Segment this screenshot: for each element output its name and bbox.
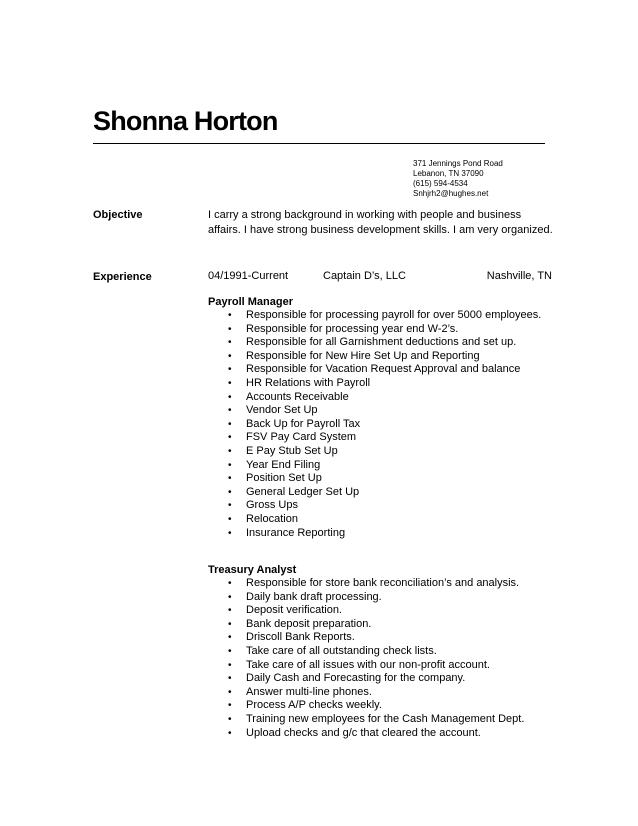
duty-item — [208, 727, 524, 741]
bullet-icon: • — [228, 445, 232, 457]
duty-item — [208, 486, 541, 500]
duty-item — [208, 377, 541, 391]
duty-text: Vendor Set Up — [246, 404, 318, 417]
duty-item — [208, 577, 524, 591]
experience-label: Experience — [93, 271, 152, 283]
bullet-icon: • — [228, 432, 232, 444]
bullet-icon: • — [228, 391, 232, 403]
bullet-icon: • — [228, 486, 232, 498]
duty-text: FSV Pay Card System — [246, 431, 357, 444]
bullet-icon: • — [228, 618, 232, 630]
duty-text: Year End Filing — [246, 458, 321, 471]
duty-text: Responsible for all Garnishment deductions and set up. — [246, 336, 517, 349]
duty-text: Responsible for processing payroll for over 5000 employees. — [246, 309, 542, 321]
bullet-icon: • — [228, 459, 232, 471]
contact-city: Lebanon, TN 37090 — [413, 169, 484, 178]
duty-text: Back Up for Payroll Tax — [246, 417, 361, 430]
duty-item — [208, 391, 541, 405]
bullet-icon: • — [228, 700, 232, 712]
contact-street: 371 Jennings Pond Road — [413, 159, 503, 168]
duty-item — [208, 418, 541, 432]
bullet-icon: • — [228, 337, 232, 349]
bullet-icon: • — [228, 659, 232, 671]
experience-header — [208, 270, 552, 284]
payroll-duties-list — [208, 309, 541, 540]
duty-item — [208, 672, 524, 686]
contact-block — [413, 159, 503, 199]
duty-text: Process A/P checks weekly. — [246, 699, 382, 712]
duty-item — [208, 445, 541, 459]
header-divider — [93, 143, 545, 144]
duty-item — [208, 645, 524, 659]
bullet-icon: • — [228, 673, 232, 685]
duty-text: Take care of all outstanding check lists. — [246, 644, 437, 657]
duty-text: Deposit verification. — [246, 604, 342, 617]
bullet-icon: • — [228, 418, 232, 430]
bullet-icon: • — [228, 713, 232, 725]
bullet-icon: • — [228, 632, 232, 644]
objective-label: Objective — [93, 209, 143, 221]
duty-item — [208, 363, 541, 377]
duty-text: Position Set Up — [246, 472, 322, 485]
duty-item — [208, 499, 541, 513]
duty-text: Answer multi-line phones. — [246, 685, 372, 698]
duty-text: Upload checks and g/c that cleared the account. — [246, 726, 481, 739]
duty-item — [208, 309, 541, 323]
duty-text: Responsible for store bank reconciliation’s and analysis. — [246, 577, 520, 589]
duty-text: Gross Ups — [246, 499, 298, 512]
duty-text: HR Relations with Payroll — [246, 376, 371, 389]
duty-item — [208, 699, 524, 713]
bullet-icon: • — [228, 350, 232, 362]
bullet-icon: • — [228, 605, 232, 617]
contact-phone: (615) 594-4534 — [413, 179, 468, 188]
bullet-icon: • — [228, 500, 232, 512]
bullet-icon: • — [228, 727, 232, 739]
duty-item — [208, 631, 524, 645]
duty-text: Insurance Reporting — [246, 526, 346, 539]
duty-text: Driscoll Bank Reports. — [246, 631, 355, 644]
job-title-treasury-analyst: Treasury Analyst — [208, 564, 297, 576]
duty-item — [208, 336, 541, 350]
duty-item — [208, 513, 541, 527]
bullet-icon: • — [228, 645, 232, 657]
duty-item — [208, 459, 541, 473]
duty-item — [208, 604, 524, 618]
duty-item — [208, 472, 541, 486]
bullet-icon: • — [228, 323, 232, 335]
bullet-icon: • — [228, 686, 232, 698]
duty-text: Responsible for New Hire Set Up and Reporting — [246, 349, 480, 362]
bullet-icon: • — [228, 527, 232, 539]
duty-item — [208, 431, 541, 445]
duty-item — [208, 713, 524, 727]
duty-item — [208, 404, 541, 418]
duty-item — [208, 323, 541, 337]
objective-text: I carry a strong background in working with people and business affairs. I have strong business development skills. I am very organized. — [208, 209, 553, 236]
candidate-name: Shonna Horton — [93, 106, 278, 136]
bullet-icon: • — [228, 377, 232, 389]
duty-item — [208, 618, 524, 632]
duty-text: Responsible for processing year end W-2’s. — [246, 322, 459, 335]
bullet-icon: • — [228, 513, 232, 525]
treasury-duties-list — [208, 577, 524, 740]
duty-item — [208, 350, 541, 364]
duty-item — [208, 527, 541, 541]
bullet-icon: • — [228, 310, 232, 321]
duty-item — [208, 591, 524, 605]
duty-text: Accounts Receivable — [246, 390, 349, 403]
duty-text: Take care of all issues with our non-profit account. — [246, 658, 490, 671]
duty-text: Daily Cash and Forecasting for the company. — [246, 672, 466, 685]
duty-text: Responsible for Vacation Request Approval and balance — [246, 363, 521, 376]
bullet-icon: • — [228, 405, 232, 417]
experience-dates: 04/1991-Current — [208, 270, 289, 282]
duty-text: Bank deposit preparation. — [246, 617, 372, 630]
duty-item — [208, 659, 524, 673]
experience-location: Nashville, TN — [486, 270, 552, 282]
duty-item — [208, 686, 524, 700]
bullet-icon: • — [228, 364, 232, 376]
duty-text: Daily bank draft processing. — [246, 590, 382, 603]
duty-text: Training new employees for the Cash Management Dept. — [246, 712, 525, 725]
bullet-icon: • — [228, 591, 232, 603]
duty-text: General Ledger Set Up — [246, 485, 360, 498]
experience-company: Captain D’s, LLC — [323, 270, 406, 282]
bullet-icon: • — [228, 473, 232, 485]
bullet-icon: • — [228, 578, 232, 589]
duty-text: E Pay Stub Set Up — [246, 444, 338, 457]
duty-text: Relocation — [246, 512, 298, 525]
job-title-payroll-manager: Payroll Manager — [208, 296, 293, 308]
contact-email: Snhjrh2@hughes.net — [413, 189, 489, 198]
